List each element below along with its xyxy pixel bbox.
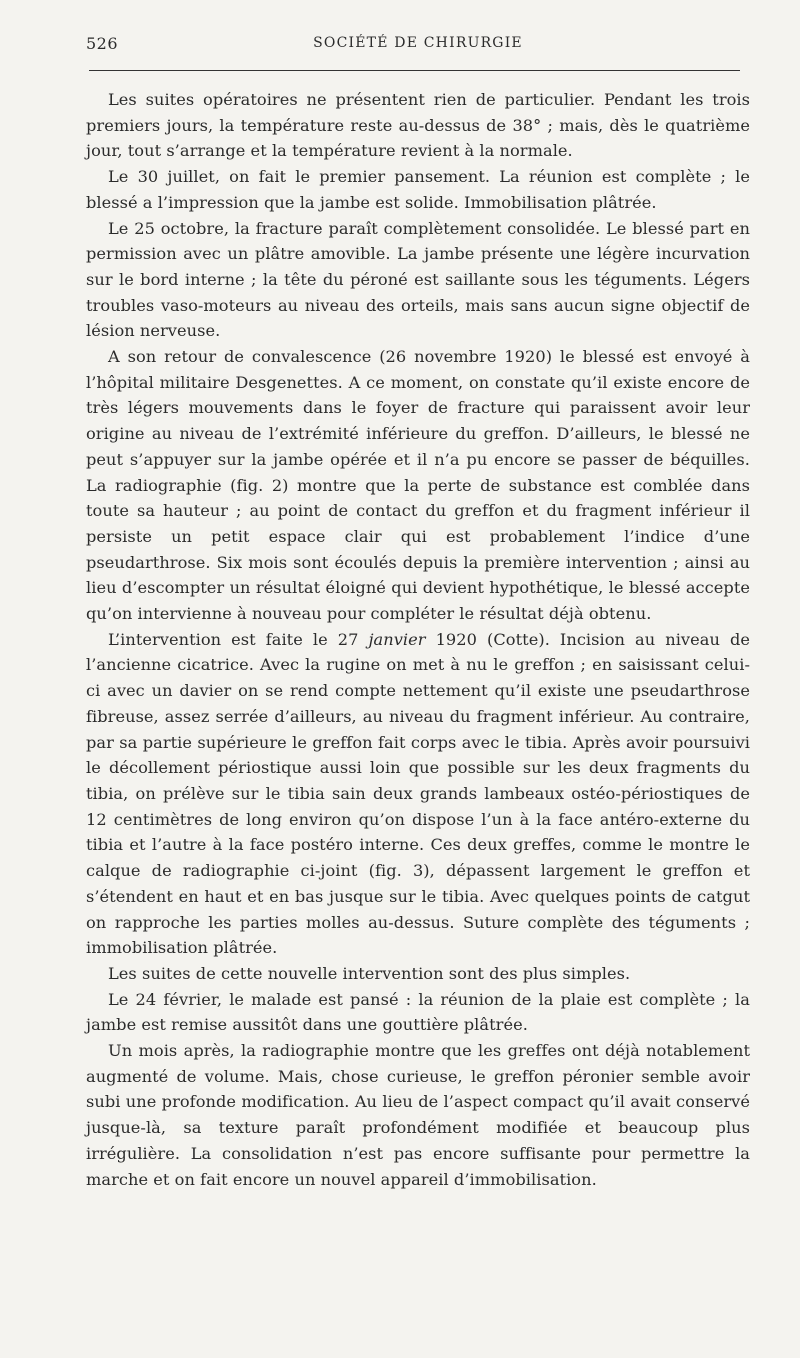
paragraph-february-dressing: Le 24 février, le malade est pansé : la réunion de la plaie est complète ; la jambe est remise aussitôt dans une gouttière plâtrée. [86, 989, 750, 1035]
running-title: SOCIÉTÉ DE CHIRURGIE [313, 35, 523, 51]
paragraph-first-dressing: Le 30 juillet, on fait le premier pansement. La réunion est complète ; le blessé a l’impression que la jambe est solide. Immobilisation plâtrée. [86, 167, 750, 212]
paragraph-consolidation: Le 25 octobre, la fracture paraît complètement consolidée. Le blessé part en permission avec un plâtre amovible. La jambe présente une légère incurvation sur le bord interne ; la tête du péroné est saillante sous les téguments. Légers troubles vaso-moteurs au niveau des orteils, mais sans aucun signe objectif de lésion nerveuse. [86, 218, 750, 341]
page-number: 526 [86, 34, 119, 53]
intervention-month: janvier [368, 629, 426, 649]
paragraph-radiography-follow-up: Un mois après, la radiographie montre que les greffes ont déjà notablement augmenté de volume. Mais, chose curieuse, le greffon péronier semble avoir subi une profonde modification. Au lieu de l’aspect compact qu’il avait conservé jusque-là, sa texture paraît profondément modifiée et beaucoup plus irrégulière. La consolidation n’est pas encore suffisante pour permettre la marche et on fait encore un nouvel appareil d’immobilisation. [86, 1041, 750, 1189]
header-rule [89, 70, 740, 71]
intervention-text-start: L’intervention est faite le 27 [108, 629, 369, 649]
paragraph-second-intervention [86, 627, 750, 961]
article-body [86, 87, 750, 1192]
paragraph-new-course: Les suites de cette nouvelle intervention sont des plus simples. [108, 963, 631, 983]
running-head [86, 34, 750, 58]
intervention-text-end: 1920 (Cotte). Incision au niveau de l’ancienne cicatrice. Avec la rugine on met à nu le greffon ; en saisissant celui-ci avec un davier on se rend compte nettement qu’il existe une pseudarthrose fibreuse, assez serrée d’ailleurs, au niveau du fragment inférieur. Au contraire, par sa partie supérieure le greffon fait corps avec le tibia. Après avoir poursuivi le décollement périostique aussi loin que possible sur les deux fragments du tibia, on prélève sur le tibia sain deux grands lambeaux ostéo-périostiques de 12 centimètres de long environ qu’on dispose l’un à la face antéro-externe du tibia et l’autre à la face postéro interne. Ces deux greffes, comme le montre le calque de radiographie ci-joint (fig. 3), dépassent largement le greffon et s’étendent en haut et en bas jusque sur le tibia. Avec quelques points de catgut on rapproche les parties molles au-dessus. Suture complète des téguments ; immobilisation plâtrée. [86, 629, 750, 958]
paragraph-hospital-return: A son retour de convalescence (26 novembre 1920) le blessé est envoyé à l’hôpital militaire Desgenettes. A ce moment, on constate qu’il existe encore de très légers mouvements dans le foyer de fracture qui paraissent avoir leur origine au niveau de l’extrémité inférieure du greffon. D’ailleurs, le blessé ne peut s’appuyer sur la jambe opérée et il n’a pu encore se passer de béquilles. La radiographie (fig. 2) montre que la perte de substance est comblée dans toute sa hauteur ; au point de contact du greffon et du fragment inférieur il persiste un petit espace clair qui est probablement l’indice d’une pseudarthrose. Six mois sont écoulés depuis la première intervention ; ainsi au lieu d’escompter un résultat éloigné qui devient hypothétique, le blessé accepte qu’on intervienne à nouveau pour compléter le résultat déjà obtenu. [86, 347, 750, 624]
paragraph-postoperative-course: Les suites opératoires ne présentent rien de particulier. Pendant les trois premiers jours, la température reste au-dessus de 38° ; mais, dès le quatrième jour, tout s’arrange et la température revient à la normale. [86, 90, 750, 161]
